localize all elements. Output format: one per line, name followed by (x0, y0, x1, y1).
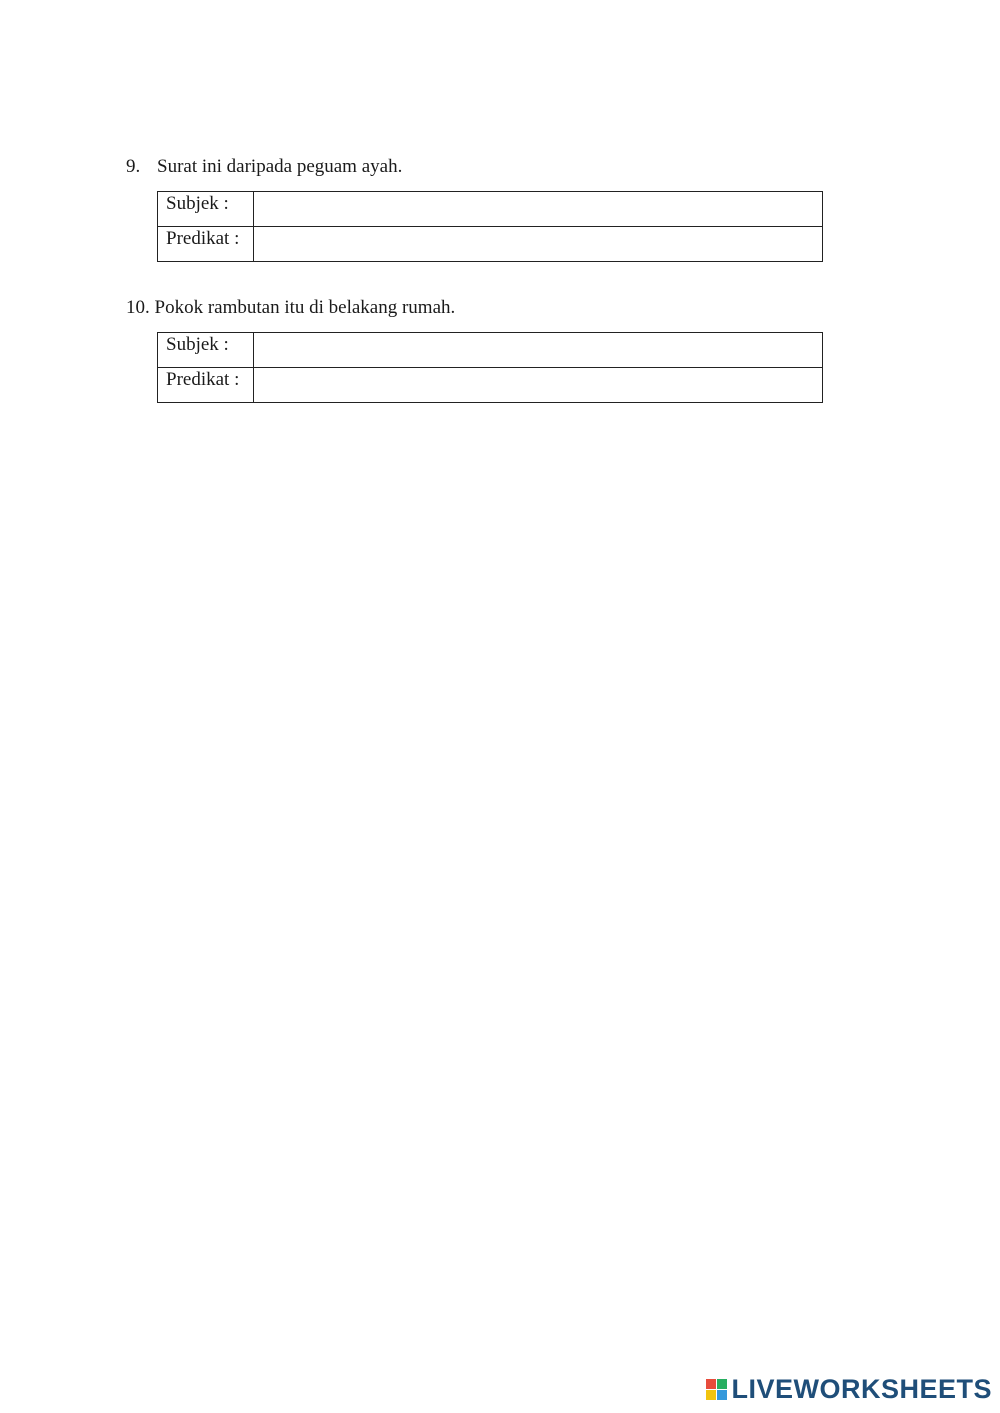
subject-row (158, 333, 823, 368)
question-number: 10. (126, 297, 150, 318)
predicate-answer-cell[interactable] (254, 368, 823, 403)
question-number: 9. (126, 156, 141, 177)
predicate-answer-input[interactable] (262, 368, 814, 398)
question-9 (126, 156, 402, 178)
subject-label: Subjek : (158, 333, 254, 368)
subject-answer-cell[interactable] (254, 333, 823, 368)
question-10 (126, 297, 455, 319)
answer-table-10 (157, 332, 823, 403)
question-sentence: Surat ini daripada peguam ayah. (157, 156, 403, 177)
subject-answer-input[interactable] (262, 333, 814, 363)
predicate-row (158, 368, 823, 403)
brand-name: LIVEWORKSHEETS (731, 1374, 992, 1404)
question-sentence: Pokok rambutan itu di belakang rumah. (154, 297, 456, 318)
liveworksheets-logo-icon (706, 1379, 727, 1400)
liveworksheets-brand[interactable] (706, 1374, 992, 1405)
predicate-answer-input[interactable] (262, 227, 814, 257)
predicate-row (158, 227, 823, 262)
subject-answer-cell[interactable] (254, 192, 823, 227)
predicate-label: Predikat : (158, 368, 254, 403)
subject-row (158, 192, 823, 227)
subject-label: Subjek : (158, 192, 254, 227)
answer-table-9 (157, 191, 823, 262)
predicate-answer-cell[interactable] (254, 227, 823, 262)
predicate-label: Predikat : (158, 227, 254, 262)
subject-answer-input[interactable] (262, 192, 814, 222)
